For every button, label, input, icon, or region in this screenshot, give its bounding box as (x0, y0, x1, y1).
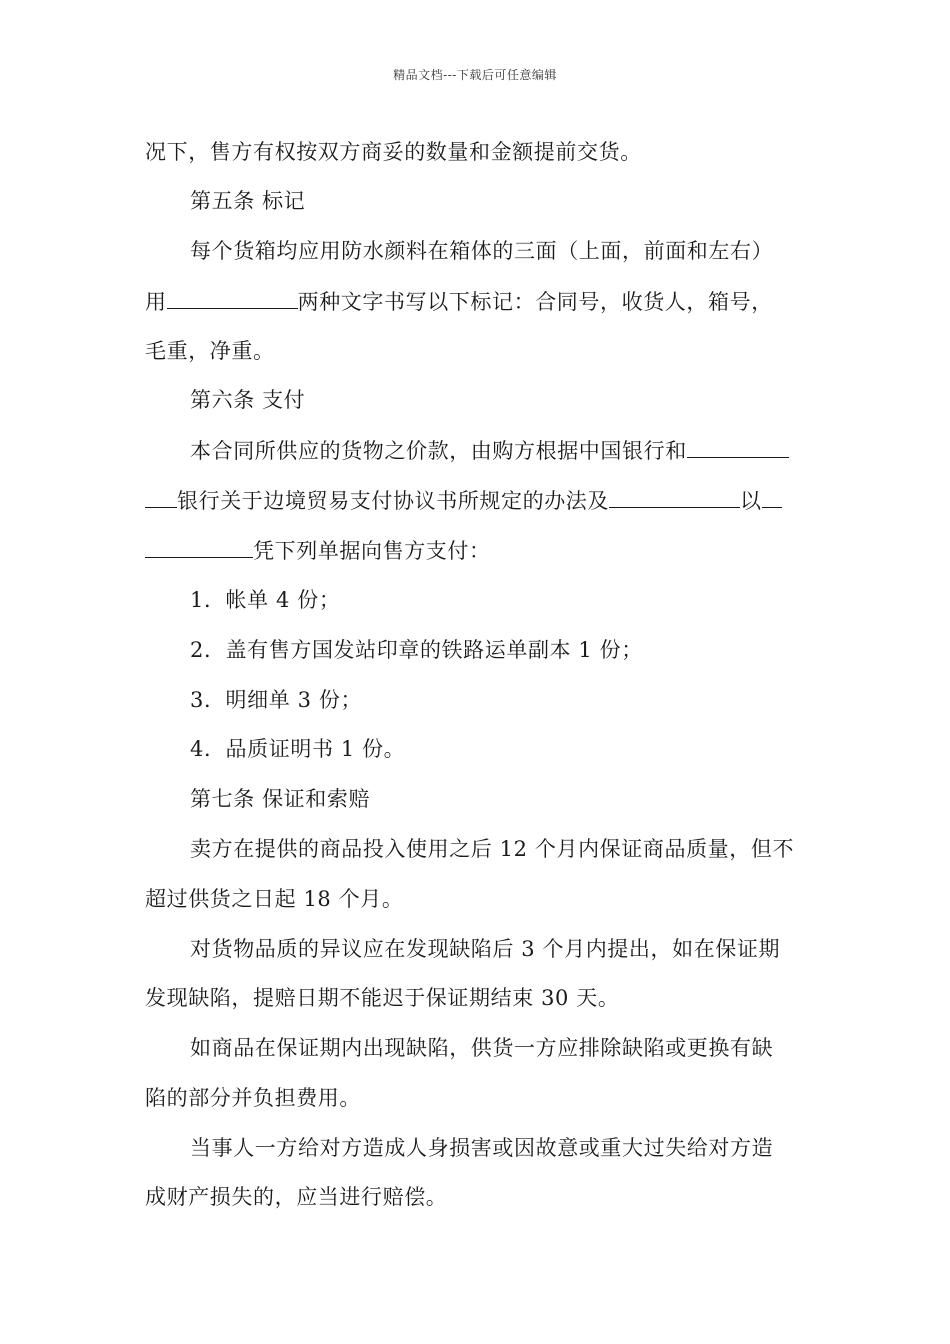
text-segment: 银行关于边境贸易支付协议书所规定的办法及 (177, 489, 609, 513)
paragraph-line: 发现缺陷，提赔日期不能迟于保证期结束 30 天。 (145, 986, 620, 1010)
paragraph-line (190, 435, 789, 466)
article-6-title: 第六条 支付 (190, 388, 306, 412)
paragraph-line: 如商品在保证期内出现缺陷，供货一方应排除缺陷或更换有缺 (190, 1036, 774, 1060)
page-header: 精品文档---下载后可任意编辑 (393, 68, 557, 82)
text-segment: 以 (740, 489, 762, 513)
text-segment: 本合同所供应的货物之价款，由购方根据中国银行和 (190, 439, 687, 463)
paragraph-line (145, 485, 782, 516)
text-segment: 凭下列单据向售方支付： (253, 539, 491, 563)
paragraph-line: 成财产损失的，应当进行赔偿。 (145, 1185, 448, 1209)
paragraph-line: 当事人一方给对方造成人身损害或因故意或重大过失给对方造 (190, 1136, 774, 1160)
paragraph-line: 对货物品质的异议应在发现缺陷后 3 个月内提出，如在保证期 (190, 937, 781, 961)
fill-in-blank (167, 286, 298, 309)
paragraph-line: 毛重，净重。 (145, 339, 275, 363)
list-item: 3．明细单 3 份； (190, 688, 363, 712)
text-segment: 两种文字书写以下标记：合同号，收货人，箱号， (297, 290, 773, 314)
list-item: 1．帐单 4 份； (190, 588, 341, 612)
paragraph-line (145, 535, 491, 566)
paragraph-line: 卖方在提供的商品投入使用之后 12 个月内保证商品质量，但不 (190, 837, 795, 861)
list-item: 4．品质证明书 1 份。 (190, 737, 406, 761)
paragraph-line: 况下，售方有权按双方商妥的数量和金额提前交货。 (145, 140, 642, 164)
article-5-title: 第五条 标记 (190, 189, 306, 213)
list-item: 2．盖有售方国发站印章的铁路运单副本 1 份； (190, 638, 643, 662)
text-segment: 用 (145, 290, 167, 314)
fill-in-blank (145, 485, 177, 508)
paragraph-line: 超过供货之日起 18 个月。 (145, 887, 404, 911)
fill-in-blank (145, 535, 253, 558)
paragraph-line: 每个货箱均应用防水颜料在箱体的三面（上面，前面和左右） (190, 239, 774, 263)
fill-in-blank (762, 485, 782, 508)
fill-in-blank (609, 485, 740, 508)
paragraph-line (145, 286, 773, 317)
fill-in-blank (687, 435, 789, 458)
paragraph-line: 陷的部分并负担费用。 (145, 1086, 361, 1110)
article-7-title: 第七条 保证和索赔 (190, 787, 371, 811)
